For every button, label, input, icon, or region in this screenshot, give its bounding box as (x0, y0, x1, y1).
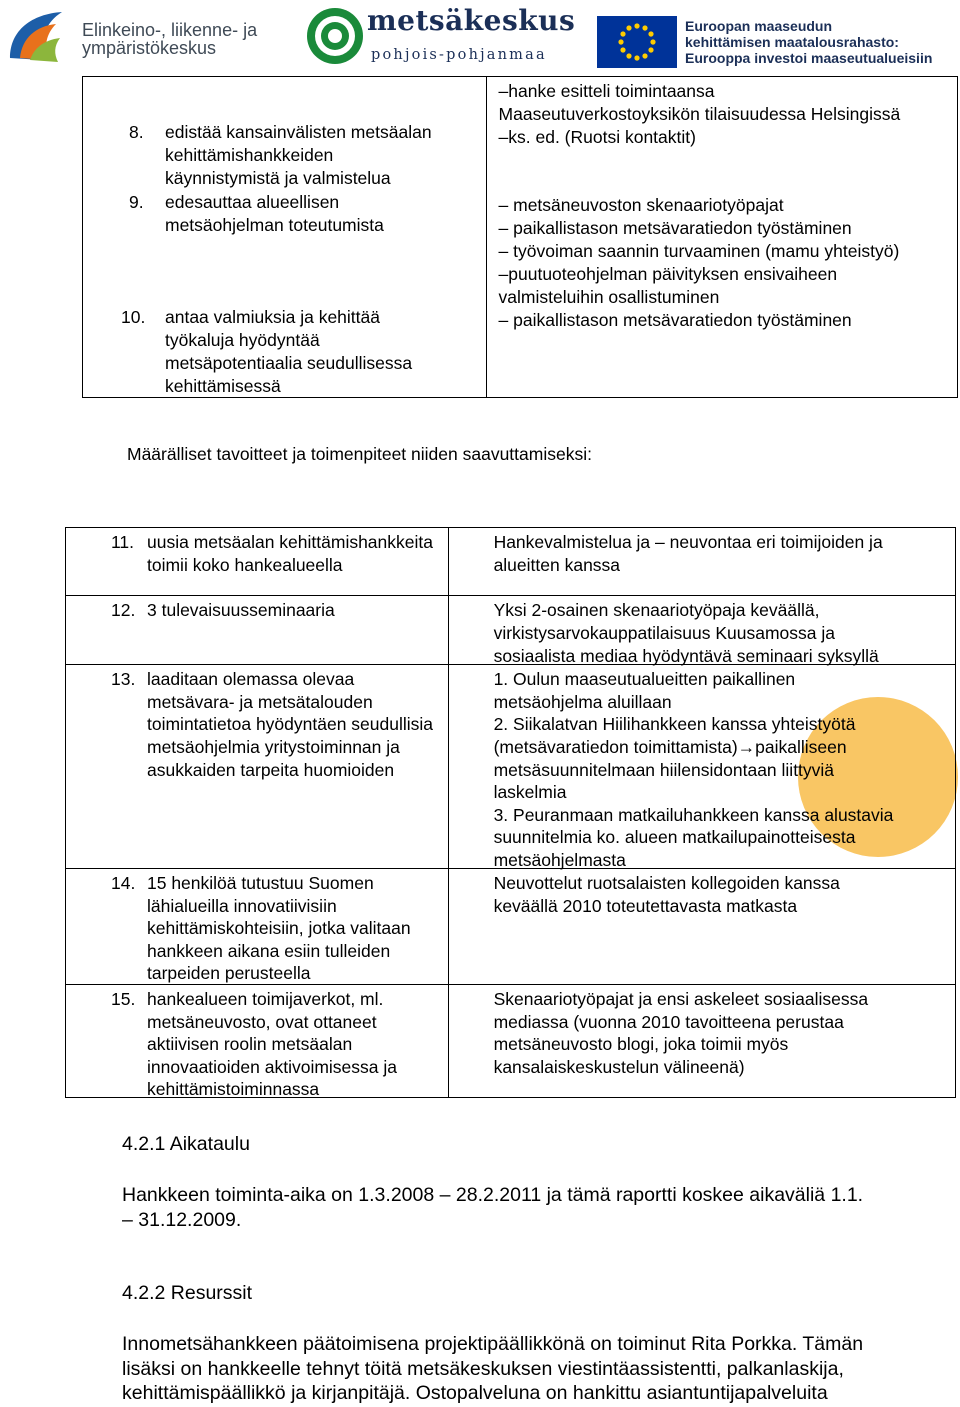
goal-text: käynnistymistä ja valmistelua (165, 168, 391, 188)
row-goal-text: 15 henkilöä tutustuu Suomen (147, 873, 374, 893)
goal-number: 10. (121, 307, 146, 327)
row-number: 11. (111, 532, 135, 552)
row-goal-text: toimintatietoa hyödyntäen seudullisia (147, 714, 434, 734)
row-action-text: Hankevalmistelua ja – neuvontaa eri toimijoiden ja (493, 532, 883, 552)
row-goal-text: asukkaiden tarpeita huomioiden (147, 760, 395, 780)
action-text: –hanke esitteli toimintaansa (498, 81, 715, 101)
row-goal-text: hankkeen aikana esiin tulleiden (147, 941, 391, 961)
goal-text: metsäohjelman toteutumista (165, 215, 384, 235)
goals-left-cell (83, 77, 487, 398)
row-number: 15. (111, 989, 136, 1009)
actions-right-cell (486, 77, 957, 398)
goal-text: antaa valmiuksia ja kehittää (165, 307, 380, 327)
row-goal-text: kehittämiskohteisiin, jotka valitaan (147, 918, 411, 938)
action-text: valmisteluihin osallistuminen (498, 287, 720, 307)
action-text: – paikallistason metsävaratiedon työstäminen (498, 310, 852, 330)
ely-logo (6, 8, 266, 68)
goal-text: metsäpotentiaalia seudullisessa (165, 353, 413, 373)
schedule-paragraph-line: Hankkeen toiminta-aika on 1.3.2008 – 28.2.2011 ja tämä raportti koskee aikaväliä 1.1. (122, 1184, 864, 1206)
row-action-text: keväällä 2010 toteutettavasta matkasta (493, 896, 798, 916)
eu-flag-icon (597, 16, 677, 68)
row-goal-text: laaditaan olemassa olevaa (147, 669, 355, 689)
quantitative-goals-table (65, 527, 956, 1098)
resources-paragraph-line: kehittämispäällikkö ja kirjanpitäjä. Ostopalveluna on hankittu asiantuntijapalveluita (122, 1382, 828, 1404)
row-action-text: laskelmia (493, 782, 567, 802)
row-action-text: 2. Siikalatvan Hiilihankkeen kanssa yhteistyötä (493, 714, 856, 734)
row-action-text: virkistysarvokauppatilaisuus Kuusamossa ja (493, 623, 835, 643)
ely-logo-line1: Elinkeino-, liikenne- ja (82, 20, 258, 40)
row-action-text: alueitten kanssa (493, 555, 621, 575)
action-text: Maaseutuverkostoyksikön tilaisuudessa Helsingissä (498, 104, 901, 124)
metsakeskus-logo (305, 4, 576, 70)
resources-paragraph-line: lisäksi on hankkeelle tehnyt töitä metsäkeskuksen viestintäassistentti, palkanlaskija, (122, 1358, 844, 1380)
action-text: – paikallistason metsävaratiedon työstäminen (498, 218, 852, 238)
row-goal-text: kehittämistoiminnassa (147, 1079, 320, 1099)
metsakeskus-region: pohjois-pohjanmaa (371, 47, 547, 63)
goal-number: 9. (129, 192, 144, 212)
row-action-text: Skenaariotyöpajat ja ensi askeleet sosiaalisessa (493, 989, 869, 1009)
row-action-text: mediassa (vuonna 2010 tavoitteena perustaa (493, 1012, 844, 1032)
section-heading: Määrälliset tavoitteet ja toimenpiteet niiden saavuttamiseksi: (127, 444, 592, 464)
row-goal-text: tarpeiden perusteella (147, 963, 311, 983)
resources-paragraph-line: Innometsähankkeen päätoimisena projektipäällikkönä on toiminut Rita Porkka. Tämän (122, 1333, 864, 1355)
goals-table (82, 76, 958, 398)
goal-text: kehittämisessä (165, 376, 281, 396)
table-row (66, 665, 956, 869)
row-action-text: suunnitelmia ko. alueen matkailupainotteisesta (493, 827, 856, 847)
row-goal-text: toimii koko hankealueella (147, 555, 343, 575)
action-text: – työvoiman saannin turvaaminen (mamu yhteistyö) (498, 241, 900, 261)
goal-text: työkaluja hyödyntää (165, 330, 320, 350)
row-action-text: sosiaalista mediaa hyödyntävä seminaari syksyllä (493, 646, 879, 666)
row-number: 13. (111, 669, 136, 689)
eu-logo-line1: Euroopan maaseudun (685, 18, 833, 34)
row-action-text: metsäsuunnitelmaan hiilensidontaan liittyviä (493, 760, 835, 780)
eu-logo (597, 16, 937, 70)
row-goal-text: metsäneuvosto, ovat ottaneet (147, 1012, 377, 1032)
table-row (66, 528, 956, 596)
action-text: –ks. ed. (Ruotsi kontaktit) (498, 127, 696, 147)
row-action-text: Yksi 2-osainen skenaariotyöpaja keväällä, (493, 600, 820, 620)
row-action-text: Neuvottelut ruotsalaisten kollegoiden kanssa (493, 873, 840, 893)
goal-text: edesauttaa alueellisen (165, 192, 340, 212)
row-goal-text: uusia metsäalan kehittämishankkeita (147, 532, 433, 552)
row-goal-text: lähialueilla innovatiivisiin (147, 896, 337, 916)
row-goal-text: aktiivisen roolin metsäalan (147, 1034, 353, 1054)
row-action-text: metsäohjelma aluillaan (493, 692, 672, 712)
schedule-paragraph-line: – 31.12.2009. (122, 1209, 242, 1231)
metsakeskus-name: metsäkeskus (367, 4, 576, 37)
row-goal-text: metsäohjelmia yritystoiminnan ja (147, 737, 400, 757)
section-heading-schedule: 4.2.1 Aikataulu (122, 1133, 250, 1155)
goal-text: kehittämishankkeiden (165, 145, 334, 165)
action-text: – metsäneuvoston skenaariotyöpajat (498, 195, 784, 215)
row-goal-text: 3 tulevaisuusseminaaria (147, 600, 335, 620)
row-action-text: 1. Oulun maaseutualueitten paikallinen (493, 669, 796, 689)
goal-text: edistää kansainvälisten metsäalan (165, 122, 432, 142)
row-goal-text: metsävara- ja metsätalouden (147, 692, 373, 712)
row-number: 12. (111, 600, 136, 620)
row-action-text: metsäohjelmasta (493, 850, 626, 870)
row-goal-text: innovaatioiden aktivoimisessa ja (147, 1057, 397, 1077)
row-action-text: 3. Peuranmaan matkailuhankkeen kanssa alustavia (493, 805, 894, 825)
table-row (66, 869, 956, 985)
table-row (66, 596, 956, 665)
row-action-text: kansalaiskeskustelun välineenä) (493, 1057, 745, 1077)
row-action-text: (metsävaratiedon toimittamista)→paikalliseen (493, 737, 847, 757)
row-action-text: metsäneuvosto blogi, joka toimii myös (493, 1034, 789, 1054)
section-heading-resources: 4.2.2 Resurssit (122, 1282, 253, 1304)
row-number: 14. (111, 873, 136, 893)
row-goal-text: hankealueen toimijaverkot, ml. (147, 989, 384, 1009)
goal-number: 8. (129, 122, 144, 142)
eu-logo-line2: kehittämisen maatalousrahasto: (685, 34, 899, 50)
metsakeskus-emblem-icon (305, 6, 365, 66)
eu-logo-line3: Eurooppa investoi maaseutualueisiin (685, 50, 933, 66)
ely-logo-line2: ympäristökeskus (82, 38, 217, 58)
action-text: –puutuoteohjelman päivityksen ensivaiheen (498, 264, 838, 284)
ely-emblem-icon (6, 8, 72, 66)
table-row (66, 985, 956, 1098)
